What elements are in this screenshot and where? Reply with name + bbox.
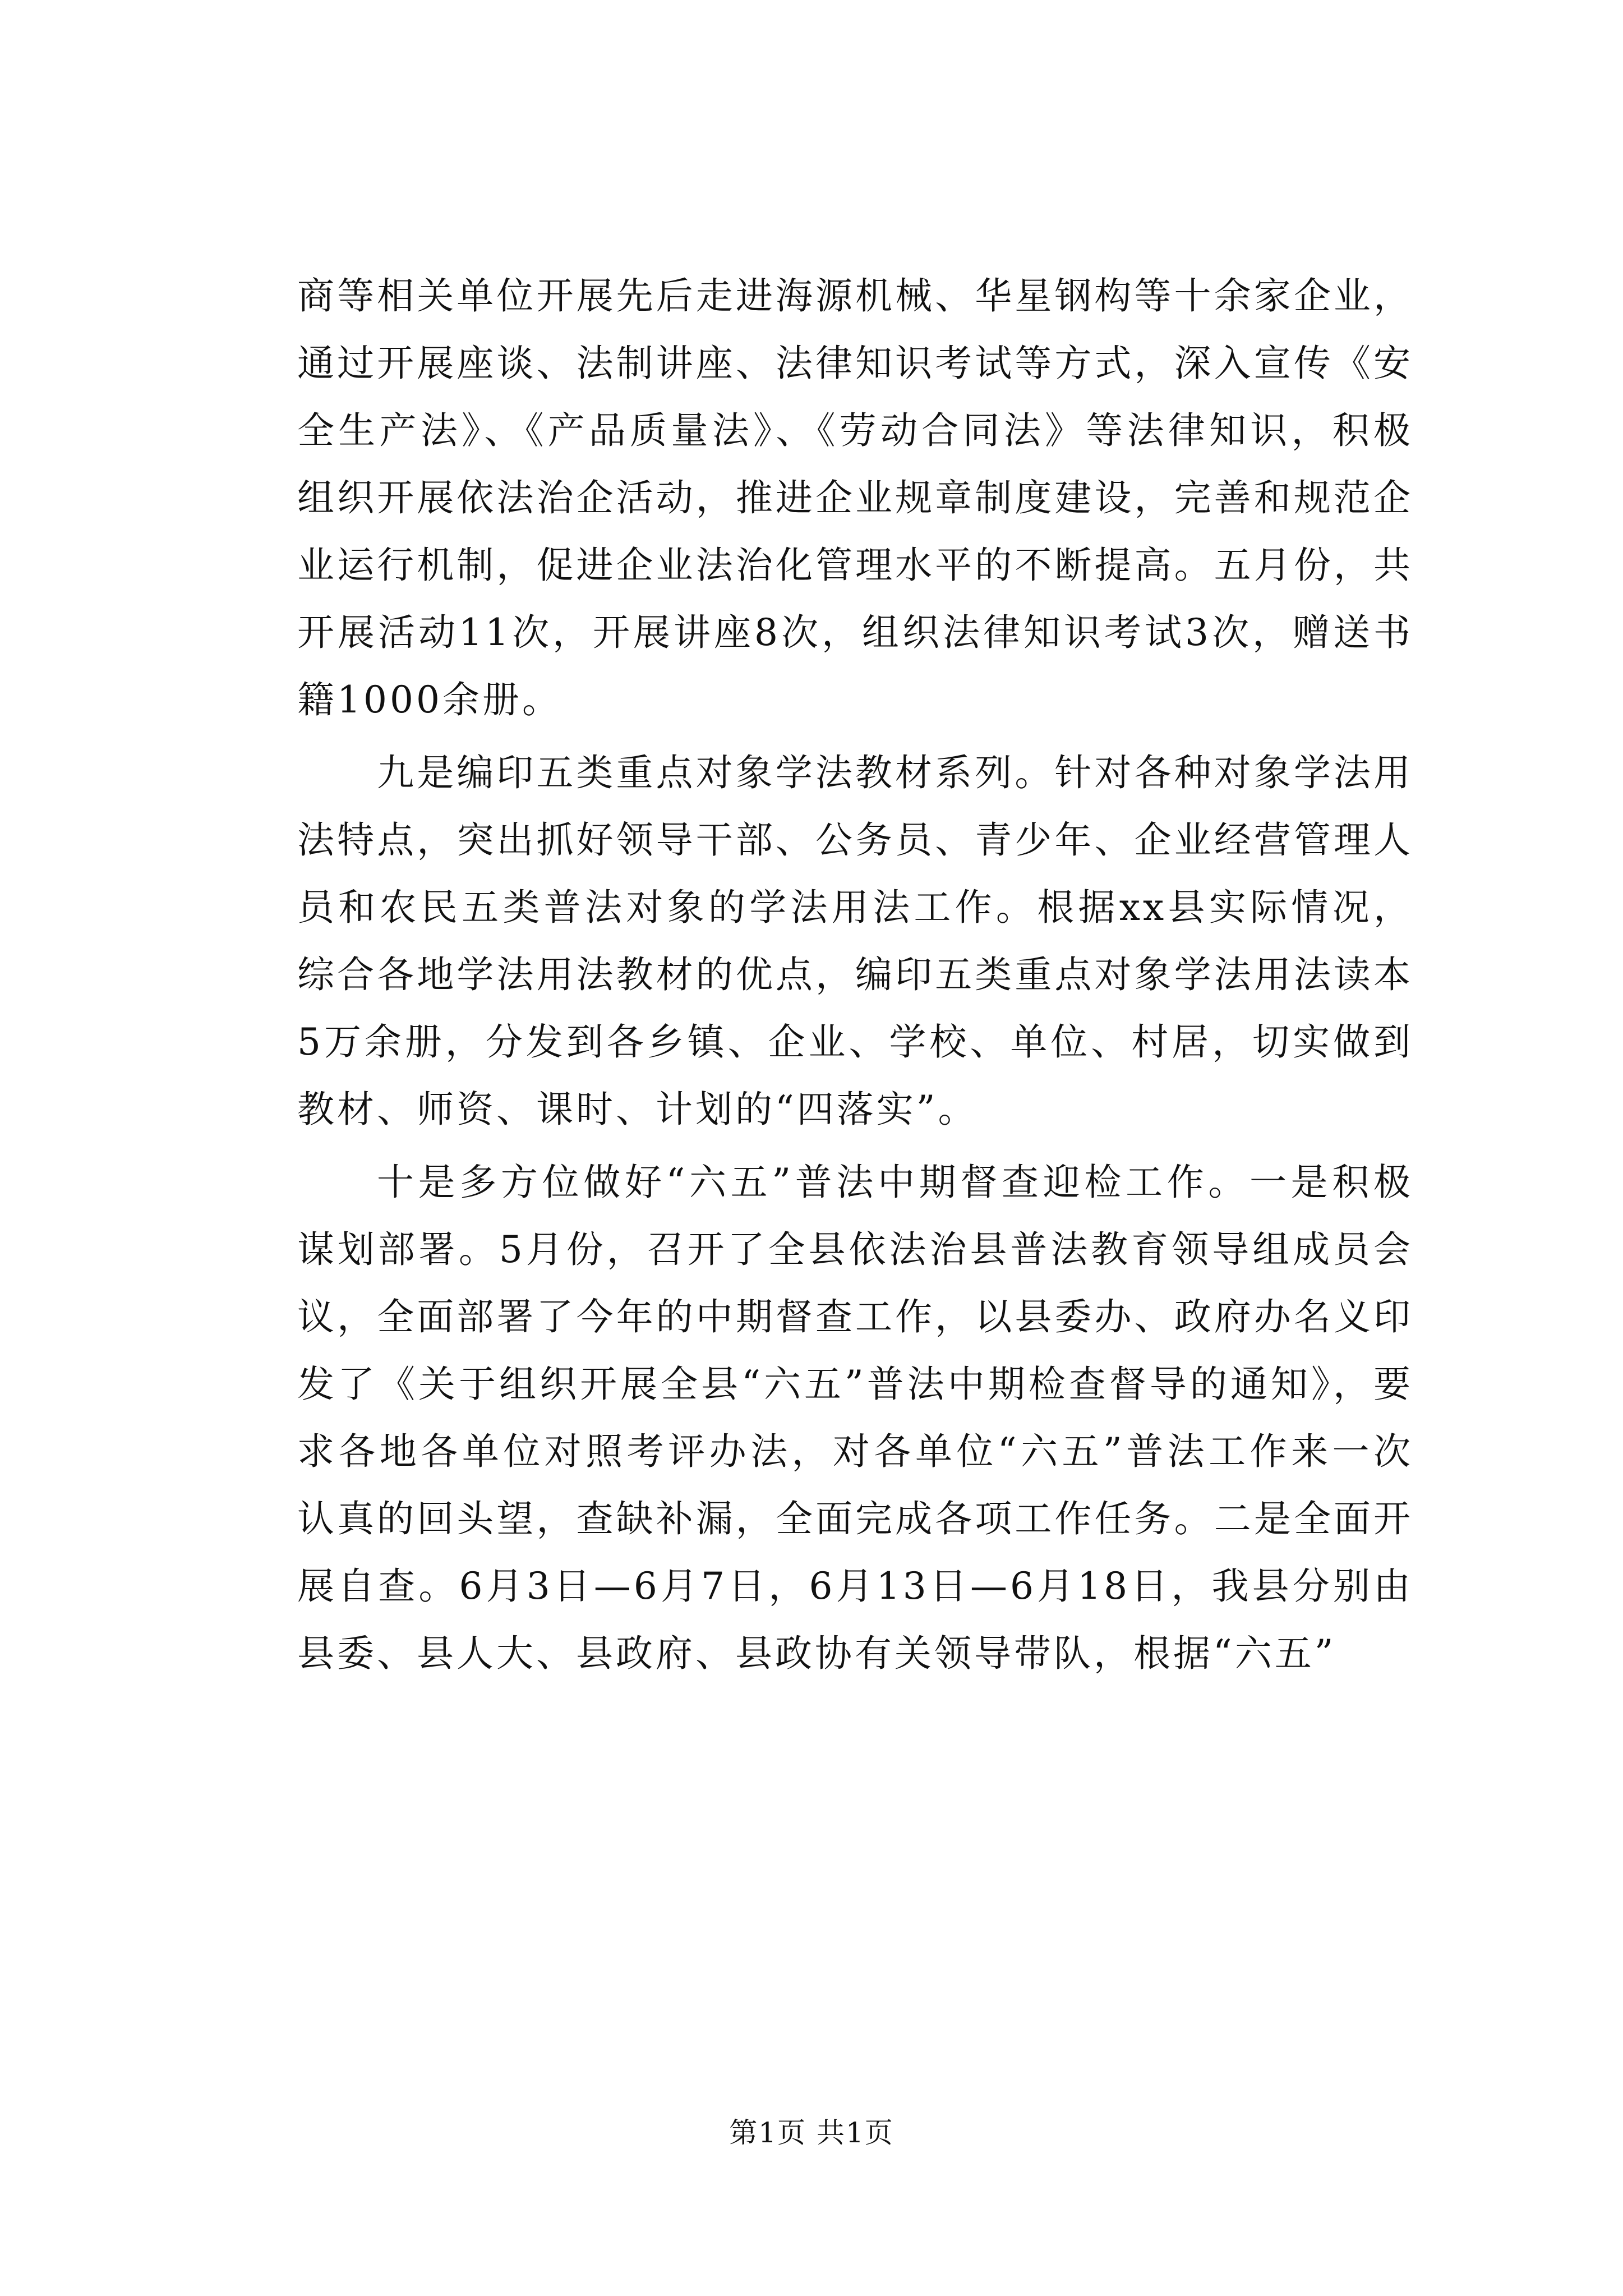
document-body xyxy=(297,263,1413,1687)
paragraph-continued: 商等相关单位开展先后走进海源机械、华星钢构等十余家企业，通过开展座谈、法制讲座、法律知识考试等方式，深入宣传《安全生产法》、《产品质量法》、《劳动合同法》等法律知识，积极组织开展依法治企活动，推进企业规章制度建设，完善和规范企业运行机制，促进企业法治化管理水平的不断提高。五月份，共开展活动11次，开展讲座8次，组织法律知识考试3次，赠送书籍1000余册。 xyxy=(297,274,1413,721)
paragraph-item-nine: 九是编印五类重点对象学法教材系列。针对各种对象学法用法特点，突出抓好领导干部、公务员、青少年、企业经营管理人员和农民五类普法对象的学法用法工作。根据xx县实际情况，综合各地学法用法教材的优点，编印五类重点对象学法用法读本5万余册，分发到各乡镇、企业、学校、单位、村居，切实做到教材、师资、课时、计划的“四落实”。 xyxy=(297,751,1413,1131)
page-footer: 第1页 共1页 xyxy=(729,2116,894,2149)
paragraph-item-ten: 十是多方位做好“六五”普法中期督查迎检工作。一是积极谋划部署。5月份，召开了全县依法治县普法教育领导组成员会议，全面部署了今年的中期督查工作，以县委办、政府办名义印发了《关于组织开展全县“六五”普法中期检查督导的通知》，要求各地各单位对照考评办法，对各单位“六五”普法工作来一次认真的回头望，查缺补漏，全面完成各项工作任务。二是全面开展自查。6月3日—6月7日，6月13日—6月18日，我县分别由县委、县人大、县政府、县政协有关领导带队，根据“六五” xyxy=(297,1161,1413,1675)
